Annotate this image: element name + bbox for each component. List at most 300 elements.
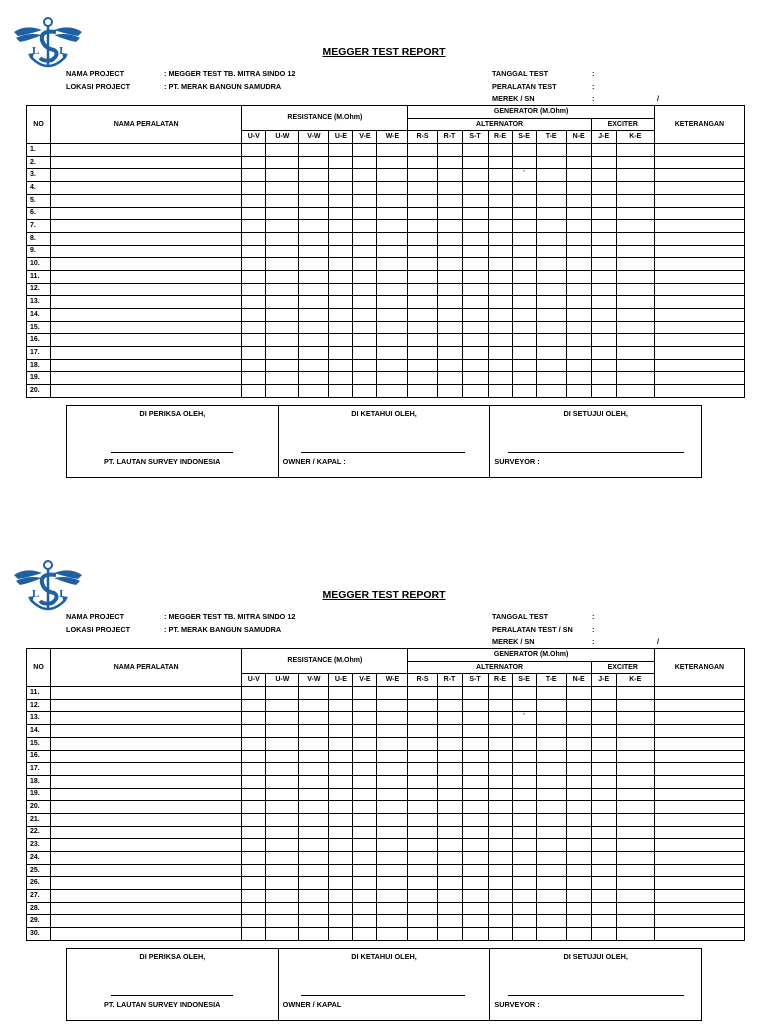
measurement-cell[interactable] — [616, 169, 654, 182]
measurement-cell[interactable] — [536, 321, 566, 334]
measurement-cell[interactable] — [266, 699, 299, 712]
measurement-cell[interactable] — [462, 144, 488, 157]
measurement-cell[interactable] — [512, 270, 536, 283]
measurement-cell[interactable] — [616, 245, 654, 258]
measurement-cell[interactable] — [377, 334, 408, 347]
measurement-cell[interactable] — [462, 258, 488, 271]
measurement-cell[interactable] — [266, 232, 299, 245]
measurement-cell[interactable] — [536, 763, 566, 776]
measurement-cell[interactable] — [462, 775, 488, 788]
measurement-cell[interactable] — [329, 194, 353, 207]
measurement-cell[interactable] — [616, 890, 654, 903]
measurement-cell[interactable] — [488, 864, 512, 877]
measurement-cell[interactable] — [488, 347, 512, 360]
measurement-cell[interactable] — [566, 813, 591, 826]
measurement-cell[interactable] — [616, 321, 654, 334]
measurement-cell[interactable] — [616, 915, 654, 928]
measurement-cell[interactable] — [377, 207, 408, 220]
measurement-cell[interactable] — [462, 864, 488, 877]
measurement-cell[interactable] — [353, 169, 377, 182]
measurement-cell[interactable] — [329, 737, 353, 750]
measurement-cell[interactable] — [488, 813, 512, 826]
keterangan-cell[interactable] — [654, 372, 744, 385]
measurement-cell[interactable] — [377, 864, 408, 877]
measurement-cell[interactable] — [591, 775, 616, 788]
measurement-cell[interactable] — [408, 725, 437, 738]
measurement-cell[interactable] — [437, 169, 462, 182]
measurement-cell[interactable] — [488, 156, 512, 169]
measurement-cell[interactable] — [353, 232, 377, 245]
measurement-cell[interactable] — [242, 372, 266, 385]
measurement-cell[interactable] — [377, 699, 408, 712]
equipment-name-cell[interactable] — [51, 763, 242, 776]
measurement-cell[interactable] — [616, 182, 654, 195]
measurement-cell[interactable] — [408, 182, 437, 195]
measurement-cell[interactable] — [591, 852, 616, 865]
measurement-cell[interactable] — [616, 839, 654, 852]
measurement-cell[interactable] — [266, 359, 299, 372]
measurement-cell[interactable] — [536, 864, 566, 877]
measurement-cell[interactable] — [266, 156, 299, 169]
measurement-cell[interactable] — [591, 915, 616, 928]
measurement-cell[interactable] — [462, 169, 488, 182]
measurement-cell[interactable] — [462, 359, 488, 372]
measurement-cell[interactable] — [437, 347, 462, 360]
measurement-cell[interactable] — [266, 915, 299, 928]
measurement-cell[interactable] — [408, 712, 437, 725]
measurement-cell[interactable] — [488, 775, 512, 788]
equipment-name-cell[interactable] — [51, 156, 242, 169]
measurement-cell[interactable] — [437, 144, 462, 157]
measurement-cell[interactable] — [591, 385, 616, 398]
measurement-cell[interactable] — [242, 763, 266, 776]
measurement-cell[interactable] — [566, 801, 591, 814]
keterangan-cell[interactable] — [654, 296, 744, 309]
measurement-cell[interactable] — [536, 309, 566, 322]
measurement-cell[interactable] — [377, 712, 408, 725]
measurement-cell[interactable] — [488, 194, 512, 207]
measurement-cell[interactable] — [536, 801, 566, 814]
measurement-cell[interactable] — [353, 687, 377, 700]
measurement-cell[interactable] — [566, 725, 591, 738]
measurement-cell[interactable] — [437, 725, 462, 738]
measurement-cell[interactable] — [462, 194, 488, 207]
measurement-cell[interactable] — [591, 839, 616, 852]
measurement-cell[interactable] — [437, 296, 462, 309]
measurement-cell[interactable] — [536, 156, 566, 169]
measurement-cell[interactable] — [488, 699, 512, 712]
measurement-cell[interactable] — [329, 788, 353, 801]
measurement-cell[interactable] — [488, 750, 512, 763]
equipment-name-cell[interactable] — [51, 144, 242, 157]
measurement-cell[interactable] — [462, 852, 488, 865]
measurement-cell[interactable] — [242, 801, 266, 814]
measurement-cell[interactable] — [488, 928, 512, 941]
measurement-cell[interactable] — [566, 699, 591, 712]
measurement-cell[interactable] — [566, 877, 591, 890]
measurement-cell[interactable] — [377, 385, 408, 398]
measurement-cell[interactable] — [377, 826, 408, 839]
measurement-cell[interactable] — [536, 915, 566, 928]
measurement-cell[interactable] — [299, 826, 329, 839]
measurement-cell[interactable] — [266, 928, 299, 941]
measurement-cell[interactable] — [242, 737, 266, 750]
keterangan-cell[interactable] — [654, 725, 744, 738]
measurement-cell[interactable] — [437, 813, 462, 826]
measurement-cell[interactable] — [377, 902, 408, 915]
measurement-cell[interactable] — [591, 334, 616, 347]
keterangan-cell[interactable] — [654, 788, 744, 801]
keterangan-cell[interactable] — [654, 877, 744, 890]
keterangan-cell[interactable] — [654, 309, 744, 322]
measurement-cell[interactable] — [591, 232, 616, 245]
measurement-cell[interactable] — [536, 826, 566, 839]
equipment-name-cell[interactable] — [51, 699, 242, 712]
measurement-cell[interactable] — [408, 813, 437, 826]
measurement-cell[interactable] — [377, 737, 408, 750]
measurement-cell[interactable] — [242, 232, 266, 245]
measurement-cell[interactable] — [299, 309, 329, 322]
measurement-cell[interactable] — [242, 283, 266, 296]
equipment-name-cell[interactable] — [51, 852, 242, 865]
measurement-cell[interactable] — [616, 385, 654, 398]
keterangan-cell[interactable] — [654, 763, 744, 776]
measurement-cell[interactable] — [488, 902, 512, 915]
measurement-cell[interactable] — [377, 347, 408, 360]
measurement-cell[interactable] — [616, 372, 654, 385]
measurement-cell[interactable] — [536, 182, 566, 195]
measurement-cell[interactable] — [299, 890, 329, 903]
measurement-cell[interactable] — [329, 156, 353, 169]
measurement-cell[interactable] — [616, 826, 654, 839]
measurement-cell[interactable] — [377, 194, 408, 207]
keterangan-cell[interactable] — [654, 890, 744, 903]
measurement-cell[interactable] — [299, 359, 329, 372]
keterangan-cell[interactable] — [654, 699, 744, 712]
equipment-name-cell[interactable] — [51, 283, 242, 296]
measurement-cell[interactable] — [512, 788, 536, 801]
measurement-cell[interactable] — [512, 852, 536, 865]
measurement-cell[interactable] — [591, 801, 616, 814]
measurement-cell[interactable] — [566, 220, 591, 233]
equipment-name-cell[interactable] — [51, 813, 242, 826]
measurement-cell[interactable] — [242, 385, 266, 398]
measurement-cell[interactable] — [377, 258, 408, 271]
measurement-cell[interactable] — [329, 826, 353, 839]
measurement-cell[interactable] — [512, 321, 536, 334]
measurement-cell[interactable] — [512, 245, 536, 258]
measurement-cell[interactable] — [437, 737, 462, 750]
keterangan-cell[interactable] — [654, 750, 744, 763]
measurement-cell[interactable] — [266, 813, 299, 826]
measurement-cell[interactable] — [329, 169, 353, 182]
measurement-cell[interactable] — [488, 309, 512, 322]
measurement-cell[interactable] — [462, 915, 488, 928]
measurement-cell[interactable] — [512, 839, 536, 852]
measurement-cell[interactable] — [408, 852, 437, 865]
measurement-cell[interactable] — [408, 902, 437, 915]
measurement-cell[interactable] — [329, 245, 353, 258]
measurement-cell[interactable] — [488, 788, 512, 801]
measurement-cell[interactable] — [512, 372, 536, 385]
measurement-cell[interactable] — [377, 156, 408, 169]
measurement-cell[interactable] — [566, 169, 591, 182]
measurement-cell[interactable] — [512, 890, 536, 903]
measurement-cell[interactable] — [536, 877, 566, 890]
equipment-name-cell[interactable] — [51, 258, 242, 271]
measurement-cell[interactable] — [299, 801, 329, 814]
measurement-cell[interactable] — [512, 194, 536, 207]
measurement-cell[interactable] — [299, 321, 329, 334]
measurement-cell[interactable] — [536, 283, 566, 296]
measurement-cell[interactable] — [299, 220, 329, 233]
measurement-cell[interactable] — [408, 309, 437, 322]
measurement-cell[interactable] — [329, 334, 353, 347]
measurement-cell[interactable] — [299, 169, 329, 182]
measurement-cell[interactable] — [536, 788, 566, 801]
measurement-cell[interactable] — [353, 309, 377, 322]
measurement-cell[interactable] — [377, 852, 408, 865]
measurement-cell[interactable] — [591, 712, 616, 725]
measurement-cell[interactable] — [616, 712, 654, 725]
measurement-cell[interactable] — [488, 359, 512, 372]
measurement-cell[interactable] — [591, 321, 616, 334]
measurement-cell[interactable] — [299, 915, 329, 928]
measurement-cell[interactable] — [488, 877, 512, 890]
measurement-cell[interactable] — [536, 270, 566, 283]
measurement-cell[interactable] — [437, 852, 462, 865]
measurement-cell[interactable] — [437, 699, 462, 712]
measurement-cell[interactable] — [536, 347, 566, 360]
equipment-name-cell[interactable] — [51, 232, 242, 245]
measurement-cell[interactable] — [353, 712, 377, 725]
measurement-cell[interactable] — [462, 788, 488, 801]
measurement-cell[interactable] — [299, 902, 329, 915]
measurement-cell[interactable] — [437, 826, 462, 839]
measurement-cell[interactable] — [591, 144, 616, 157]
measurement-cell[interactable] — [408, 737, 437, 750]
measurement-cell[interactable] — [353, 801, 377, 814]
measurement-cell[interactable] — [437, 902, 462, 915]
measurement-cell[interactable] — [462, 813, 488, 826]
measurement-cell[interactable] — [488, 826, 512, 839]
equipment-name-cell[interactable] — [51, 207, 242, 220]
measurement-cell[interactable] — [242, 712, 266, 725]
measurement-cell[interactable] — [512, 737, 536, 750]
measurement-cell[interactable] — [462, 687, 488, 700]
measurement-cell[interactable] — [437, 207, 462, 220]
measurement-cell[interactable] — [616, 737, 654, 750]
measurement-cell[interactable] — [536, 725, 566, 738]
measurement-cell[interactable] — [536, 245, 566, 258]
measurement-cell[interactable] — [591, 699, 616, 712]
measurement-cell[interactable] — [329, 372, 353, 385]
measurement-cell[interactable] — [488, 169, 512, 182]
measurement-cell[interactable] — [591, 309, 616, 322]
measurement-cell[interactable] — [488, 258, 512, 271]
measurement-cell[interactable] — [616, 763, 654, 776]
measurement-cell[interactable] — [566, 245, 591, 258]
measurement-cell[interactable] — [536, 334, 566, 347]
measurement-cell[interactable] — [488, 232, 512, 245]
measurement-cell[interactable] — [242, 877, 266, 890]
measurement-cell[interactable] — [242, 144, 266, 157]
measurement-cell[interactable] — [377, 915, 408, 928]
measurement-cell[interactable] — [329, 890, 353, 903]
measurement-cell[interactable] — [329, 182, 353, 195]
measurement-cell[interactable] — [616, 788, 654, 801]
measurement-cell[interactable] — [329, 144, 353, 157]
measurement-cell[interactable] — [242, 775, 266, 788]
measurement-cell[interactable] — [462, 207, 488, 220]
measurement-cell[interactable] — [353, 270, 377, 283]
measurement-cell[interactable] — [462, 334, 488, 347]
measurement-cell[interactable] — [591, 156, 616, 169]
measurement-cell[interactable] — [377, 309, 408, 322]
measurement-cell[interactable] — [591, 737, 616, 750]
measurement-cell[interactable] — [242, 699, 266, 712]
measurement-cell[interactable] — [353, 220, 377, 233]
measurement-cell[interactable] — [512, 826, 536, 839]
measurement-cell[interactable] — [408, 232, 437, 245]
measurement-cell[interactable] — [299, 725, 329, 738]
measurement-cell[interactable] — [408, 245, 437, 258]
measurement-cell[interactable] — [299, 775, 329, 788]
measurement-cell[interactable] — [512, 207, 536, 220]
measurement-cell[interactable] — [462, 928, 488, 941]
measurement-cell[interactable] — [536, 928, 566, 941]
measurement-cell[interactable] — [437, 712, 462, 725]
measurement-cell[interactable] — [566, 852, 591, 865]
measurement-cell[interactable] — [266, 296, 299, 309]
measurement-cell[interactable] — [408, 826, 437, 839]
measurement-cell[interactable] — [566, 737, 591, 750]
measurement-cell[interactable] — [329, 763, 353, 776]
measurement-cell[interactable] — [266, 334, 299, 347]
measurement-cell[interactable] — [242, 321, 266, 334]
measurement-cell[interactable] — [266, 144, 299, 157]
measurement-cell[interactable] — [329, 220, 353, 233]
measurement-cell[interactable] — [536, 258, 566, 271]
measurement-cell[interactable] — [616, 347, 654, 360]
measurement-cell[interactable] — [512, 385, 536, 398]
keterangan-cell[interactable] — [654, 864, 744, 877]
measurement-cell[interactable] — [408, 775, 437, 788]
measurement-cell[interactable] — [566, 321, 591, 334]
measurement-cell[interactable] — [377, 283, 408, 296]
measurement-cell[interactable] — [462, 801, 488, 814]
measurement-cell[interactable] — [299, 283, 329, 296]
measurement-cell[interactable] — [377, 687, 408, 700]
measurement-cell[interactable] — [408, 220, 437, 233]
measurement-cell[interactable] — [616, 283, 654, 296]
measurement-cell[interactable] — [242, 788, 266, 801]
measurement-cell[interactable] — [242, 359, 266, 372]
measurement-cell[interactable] — [266, 245, 299, 258]
measurement-cell[interactable] — [242, 245, 266, 258]
measurement-cell[interactable] — [329, 915, 353, 928]
measurement-cell[interactable] — [242, 750, 266, 763]
measurement-cell[interactable] — [512, 232, 536, 245]
keterangan-cell[interactable] — [654, 712, 744, 725]
measurement-cell[interactable] — [488, 144, 512, 157]
measurement-cell[interactable] — [437, 801, 462, 814]
measurement-cell[interactable] — [512, 915, 536, 928]
measurement-cell[interactable] — [266, 788, 299, 801]
measurement-cell[interactable] — [488, 283, 512, 296]
measurement-cell[interactable] — [566, 182, 591, 195]
equipment-name-cell[interactable] — [51, 194, 242, 207]
measurement-cell[interactable] — [566, 839, 591, 852]
measurement-cell[interactable] — [353, 182, 377, 195]
measurement-cell[interactable] — [353, 372, 377, 385]
measurement-cell[interactable] — [353, 902, 377, 915]
measurement-cell[interactable] — [616, 232, 654, 245]
measurement-cell[interactable] — [437, 915, 462, 928]
measurement-cell[interactable] — [437, 750, 462, 763]
measurement-cell[interactable] — [242, 864, 266, 877]
measurement-cell[interactable] — [437, 687, 462, 700]
measurement-cell[interactable] — [591, 687, 616, 700]
keterangan-cell[interactable] — [654, 182, 744, 195]
keterangan-cell[interactable] — [654, 169, 744, 182]
measurement-cell[interactable] — [512, 347, 536, 360]
measurement-cell[interactable] — [408, 296, 437, 309]
measurement-cell[interactable] — [616, 359, 654, 372]
measurement-cell[interactable] — [266, 347, 299, 360]
measurement-cell[interactable] — [591, 347, 616, 360]
measurement-cell[interactable] — [437, 182, 462, 195]
measurement-cell[interactable] — [299, 334, 329, 347]
measurement-cell[interactable] — [536, 207, 566, 220]
measurement-cell[interactable] — [512, 801, 536, 814]
measurement-cell[interactable] — [329, 699, 353, 712]
equipment-name-cell[interactable] — [51, 712, 242, 725]
measurement-cell[interactable] — [329, 725, 353, 738]
measurement-cell[interactable] — [437, 385, 462, 398]
equipment-name-cell[interactable] — [51, 890, 242, 903]
measurement-cell[interactable] — [591, 245, 616, 258]
measurement-cell[interactable] — [408, 699, 437, 712]
measurement-cell[interactable] — [488, 182, 512, 195]
measurement-cell[interactable] — [329, 928, 353, 941]
measurement-cell[interactable] — [242, 826, 266, 839]
measurement-cell[interactable] — [566, 270, 591, 283]
measurement-cell[interactable] — [408, 839, 437, 852]
measurement-cell[interactable] — [299, 928, 329, 941]
measurement-cell[interactable] — [377, 839, 408, 852]
measurement-cell[interactable] — [299, 296, 329, 309]
measurement-cell[interactable] — [299, 270, 329, 283]
measurement-cell[interactable] — [242, 347, 266, 360]
measurement-cell[interactable] — [242, 156, 266, 169]
measurement-cell[interactable] — [591, 283, 616, 296]
measurement-cell[interactable] — [266, 321, 299, 334]
measurement-cell[interactable] — [512, 359, 536, 372]
keterangan-cell[interactable] — [654, 839, 744, 852]
measurement-cell[interactable] — [329, 712, 353, 725]
measurement-cell[interactable] — [329, 750, 353, 763]
measurement-cell[interactable] — [377, 270, 408, 283]
measurement-cell[interactable] — [536, 852, 566, 865]
measurement-cell[interactable] — [437, 321, 462, 334]
keterangan-cell[interactable] — [654, 915, 744, 928]
measurement-cell[interactable] — [512, 928, 536, 941]
measurement-cell[interactable] — [462, 309, 488, 322]
measurement-cell[interactable] — [536, 385, 566, 398]
measurement-cell[interactable] — [266, 270, 299, 283]
measurement-cell[interactable] — [591, 864, 616, 877]
